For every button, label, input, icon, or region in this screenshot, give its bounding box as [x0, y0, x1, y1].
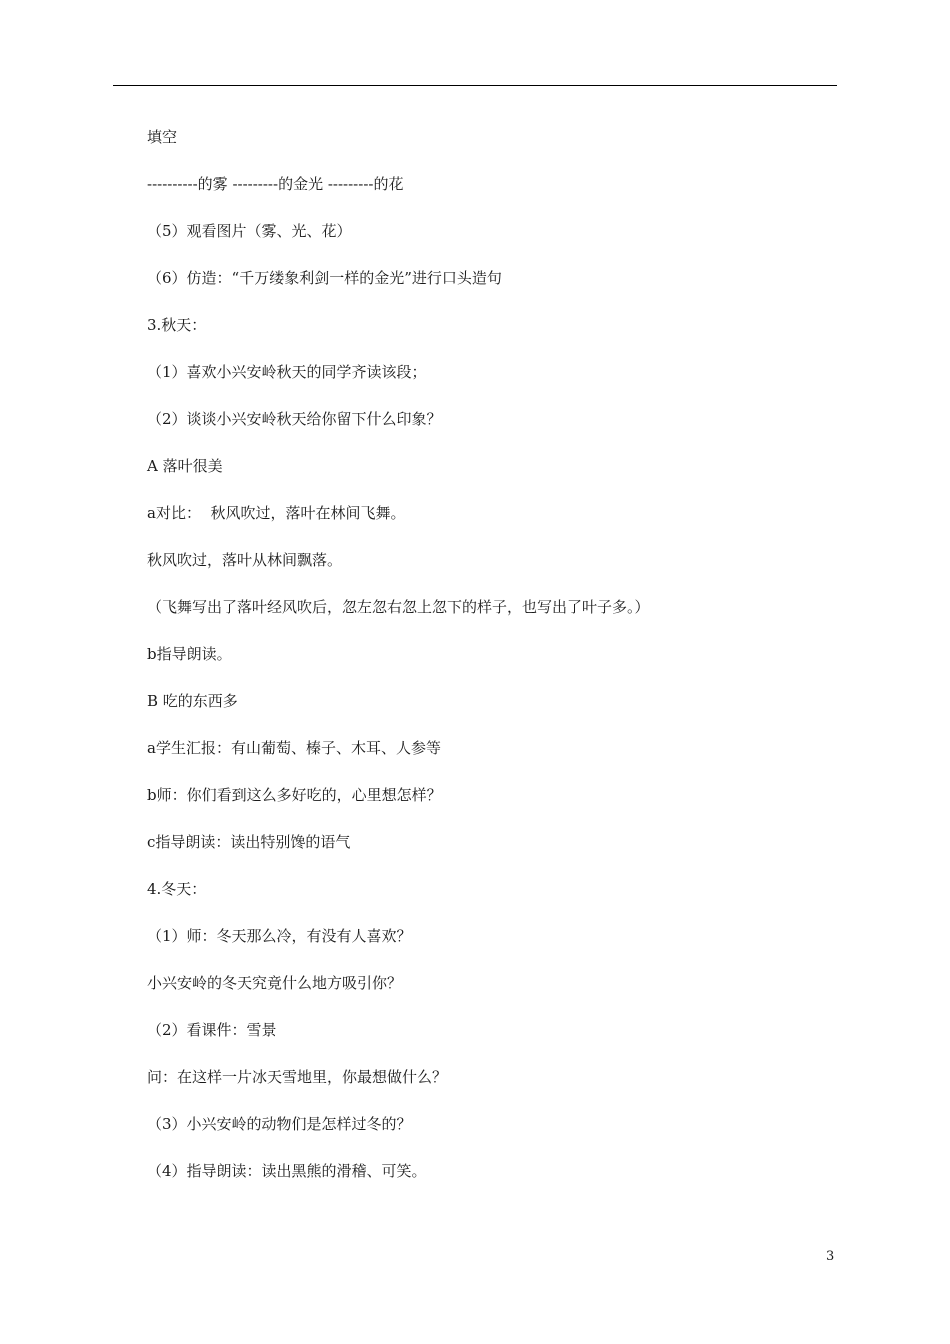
text-line: B 吃的东西多 [147, 692, 238, 710]
text-line: （飞舞写出了落叶经风吹后，忽左忽右忽上忽下的样子，也写出了叶子多。） [147, 598, 650, 616]
text-line: （6）仿造：“千万缕象利剑一样的金光”进行口头造句 [147, 269, 502, 287]
text-line: a学生汇报：有山葡萄、榛子、木耳、人参等 [147, 739, 441, 757]
text-line: （2）谈谈小兴安岭秋天给你留下什么印象？ [147, 410, 442, 428]
document-body [147, 124, 837, 1205]
text-line: A 落叶很美 [147, 457, 223, 475]
text-line: 问：在这样一片冰天雪地里，你最想做什么？ [147, 1068, 448, 1086]
text-line: （4）指导朗读：读出黑熊的滑稽、可笑。 [147, 1162, 427, 1180]
text-line: b指导朗读。 [147, 645, 232, 663]
text-line: 填空 [147, 128, 178, 146]
text-line: b师：你们看到这么多好吃的，心里想怎样？ [147, 786, 442, 804]
text-line: （1）师：冬天那么冷，有没有人喜欢？ [147, 927, 412, 945]
text-line: （3）小兴安岭的动物们是怎样过冬的？ [147, 1115, 412, 1133]
page-number: 3 [826, 1249, 835, 1264]
text-line: （2）看课件：雪景 [147, 1021, 277, 1039]
text-line: 小兴安岭的冬天究竟什么地方吸引你？ [147, 974, 403, 992]
text-line: （1）喜欢小兴安岭秋天的同学齐读该段； [147, 363, 427, 381]
text-line: 秋风吹过，落叶从林间飘落。 [147, 551, 343, 569]
text-line: c指导朗读：读出特别馋的语气 [147, 833, 351, 851]
header-rule [113, 85, 837, 86]
text-line: ----------的雾 ---------的金光 ---------的花 [147, 175, 404, 193]
text-line: （5）观看图片（雾、光、花） [147, 222, 352, 240]
section-heading: 3.秋天： [147, 316, 207, 334]
section-heading: 4.冬天： [147, 880, 207, 898]
text-line: a对比： 秋风吹过，落叶在林间飞舞。 [147, 504, 406, 522]
